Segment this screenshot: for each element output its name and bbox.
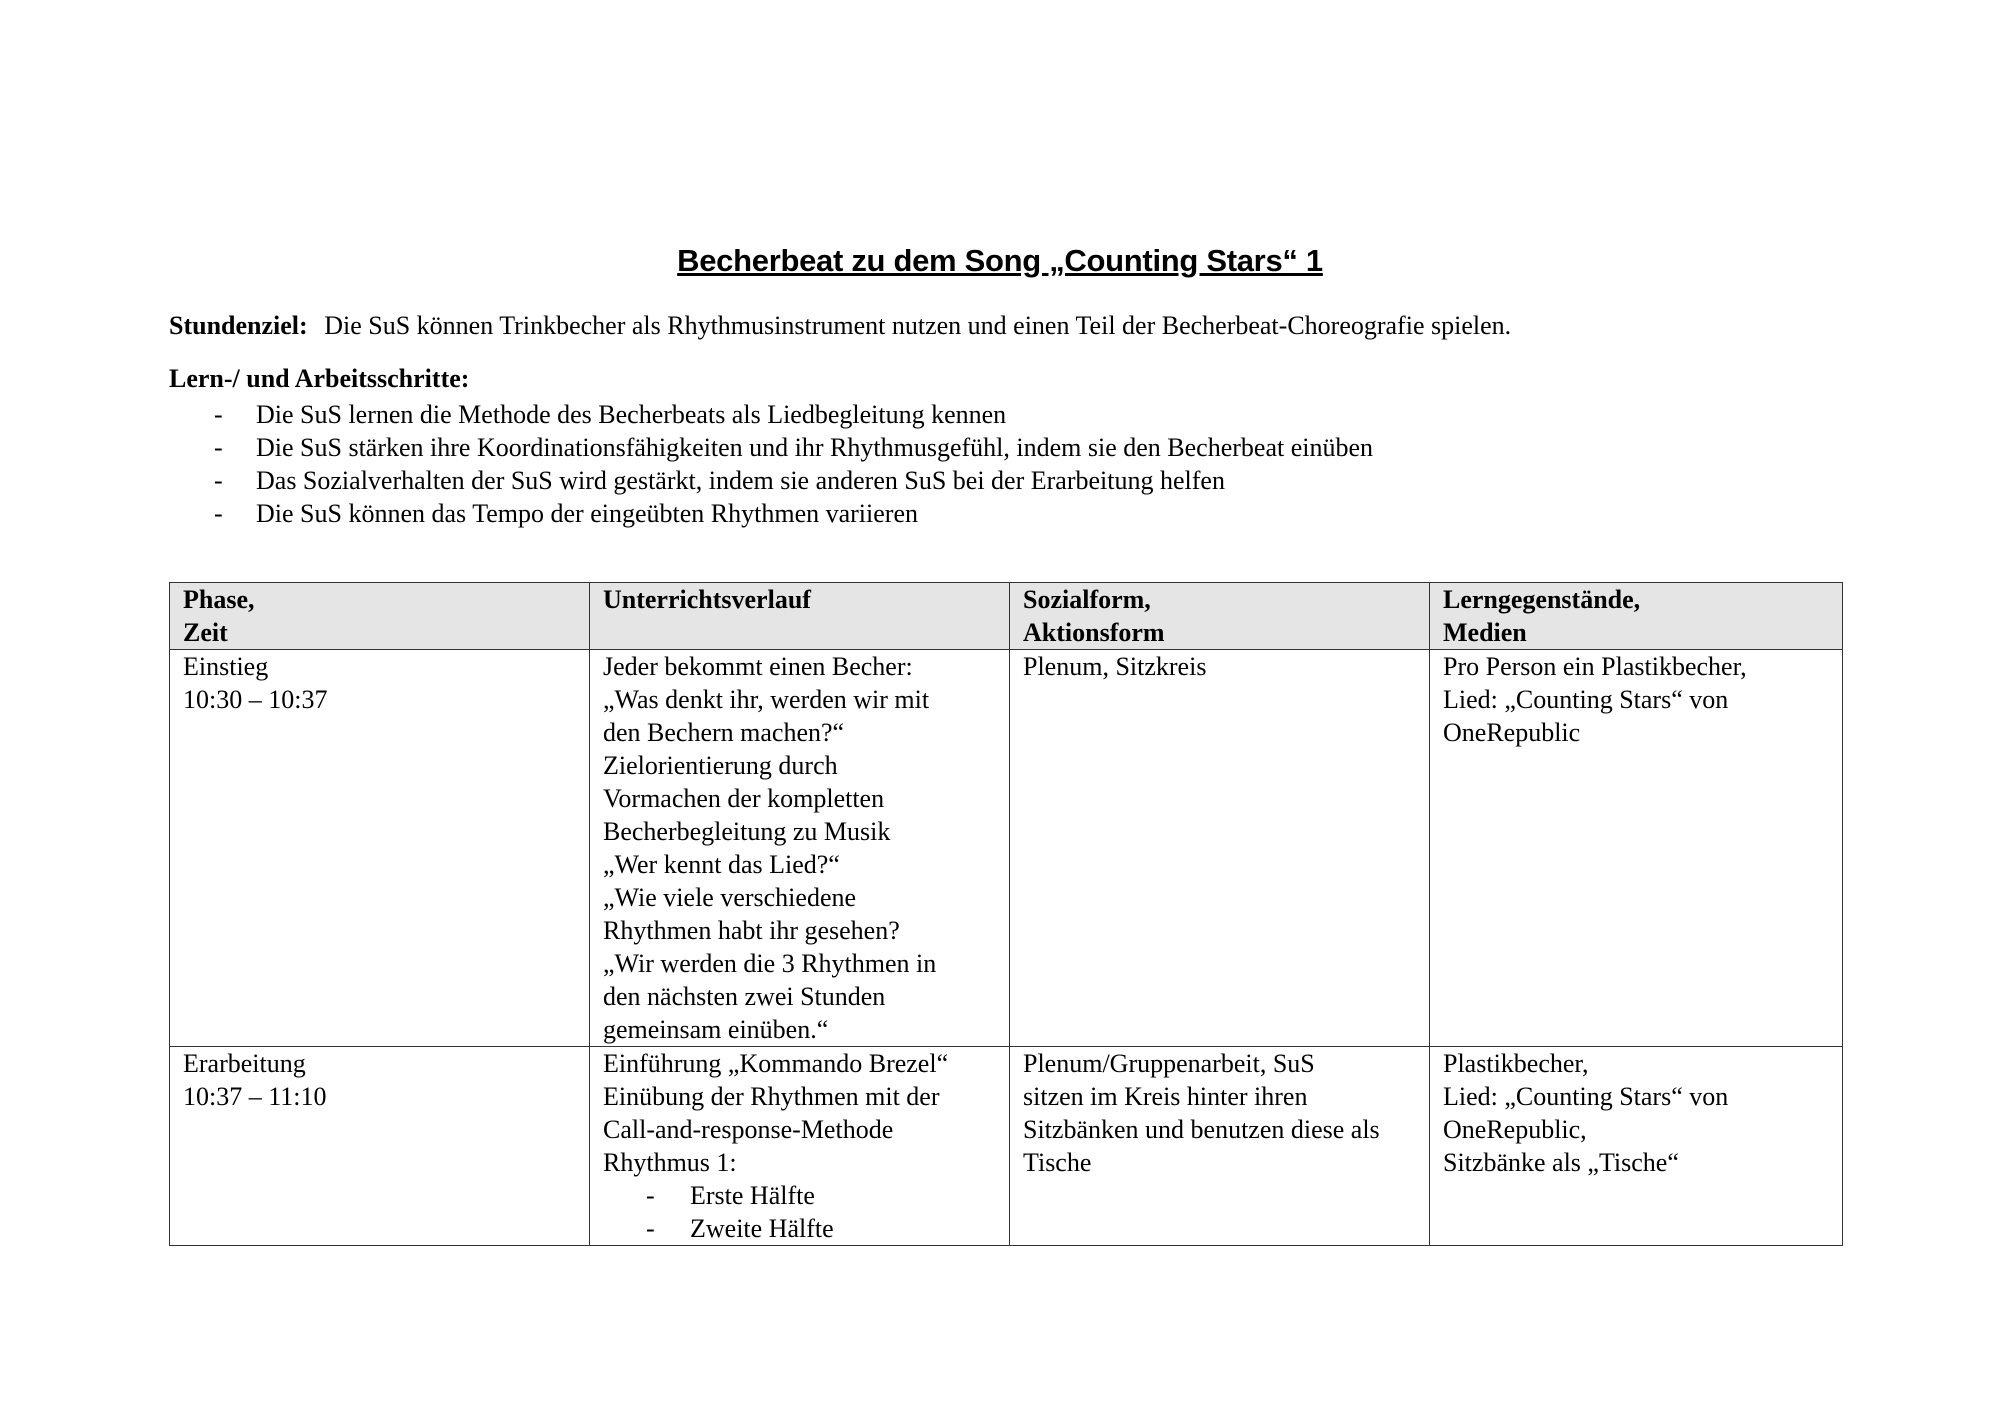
cell-line: Plenum, Sitzkreis [1023,652,1207,681]
cell-line: OneRepublic [1443,718,1581,747]
cell-line: „Wie viele verschiedene [603,883,857,912]
steps-heading: Lern-/ und Arbeitsschritte: [169,364,470,393]
cell-line: sitzen im Kreis hinter ihren [1023,1082,1308,1111]
steps-list-item: - Die SuS lernen die Methode des Becherbeats als Liedbegleitung kennen [169,398,1373,431]
cell-line: Pro Person ein Plastikbecher, [1443,652,1747,681]
cell-sozialform [1010,1047,1430,1246]
cell-line: Rhythmus 1: [603,1148,737,1177]
cell-line: Zielorientierung durch [603,751,838,780]
cell-verlauf [590,1047,1010,1246]
cell-line: Lied: „Counting Stars“ von [1443,685,1729,714]
cell-line: Sitzbänke als „Tische“ [1443,1148,1679,1177]
table-header-row [170,583,1843,650]
cell-verlauf [590,650,1010,1047]
cell-line: Rhythmen habt ihr gesehen? [603,916,900,945]
lesson-goal [169,311,1511,341]
cell-medien [1430,1047,1843,1246]
cell-line: „Was denkt ihr, werden wir mit [603,685,930,714]
lesson-goal-text: Die SuS können Trinkbecher als Rhythmusinstrument nutzen und einen Teil der Becherbeat-Choreografie spielen. [324,311,1512,340]
cell-line: Jeder bekommt einen Becher: [603,652,913,681]
steps-list-item: - Das Sozialverhalten der SuS wird gestärkt, indem sie anderen SuS bei der Erarbeitung helfen [169,464,1373,497]
table-row [170,650,1843,1047]
cell-line: Becherbegleitung zu Musik [603,817,891,846]
header-sozialform [1010,583,1430,650]
header-line: Aktionsform [1023,618,1165,647]
steps-list-item: - Die SuS stärken ihre Koordinationsfähigkeiten und ihr Rhythmusgefühl, indem sie den Becherbeat einüben [169,431,1373,464]
cell-phase [170,1047,590,1246]
rhythm-sub-item: - Erste Hälfte [603,1179,997,1212]
header-line: Phase, [183,585,255,614]
lesson-plan-table [169,582,1843,1246]
cell-line: gemeinsam einüben.“ [603,1015,829,1044]
cell-line: Plenum/Gruppenarbeit, SuS [1023,1049,1315,1078]
steps-list-item: - Die SuS können das Tempo der eingeübten Rhythmen variieren [169,497,1373,530]
cell-line: Plastikbecher, [1443,1049,1589,1078]
header-medien [1430,583,1843,650]
steps-list [169,398,1373,530]
header-line: Unterrichtsverlauf [603,585,811,614]
lesson-goal-label: Stundenziel: [169,311,308,340]
cell-line: Einführung „Kommando Brezel“ [603,1049,949,1078]
cell-line: 10:30 – 10:37 [183,685,328,714]
cell-phase [170,650,590,1047]
header-unterrichtsverlauf [590,583,1010,650]
cell-line: Sitzbänken und benutzen diese als [1023,1115,1380,1144]
header-line: Sozialform, [1023,585,1151,614]
header-phase [170,583,590,650]
cell-line: den Bechern machen?“ [603,718,845,747]
cell-line: OneRepublic, [1443,1115,1587,1144]
rhythm-sub-item: - Zweite Hälfte [603,1212,997,1245]
cell-line: Tische [1023,1148,1092,1177]
cell-line: Einstieg [183,652,269,681]
rhythm-sub-list [603,1179,997,1245]
document-title: Becherbeat zu dem Song „Counting Stars“ 1 [677,243,1323,278]
cell-sozialform [1010,650,1430,1047]
cell-line: 10:37 – 11:10 [183,1082,327,1111]
table-row [170,1047,1843,1246]
cell-line: Erarbeitung [183,1049,306,1078]
cell-line: Call-and-response-Methode [603,1115,894,1144]
cell-medien [1430,650,1843,1047]
header-line: Medien [1443,618,1527,647]
cell-line: Einübung der Rhythmen mit der [603,1082,940,1111]
cell-line: „Wer kennt das Lied?“ [603,850,840,879]
cell-line: Vormachen der kompletten [603,784,885,813]
cell-line: „Wir werden die 3 Rhythmen in [603,949,937,978]
header-line: Zeit [183,618,228,647]
cell-line: den nächsten zwei Stunden [603,982,886,1011]
cell-line: Lied: „Counting Stars“ von [1443,1082,1729,1111]
header-line: Lerngegenstände, [1443,585,1641,614]
